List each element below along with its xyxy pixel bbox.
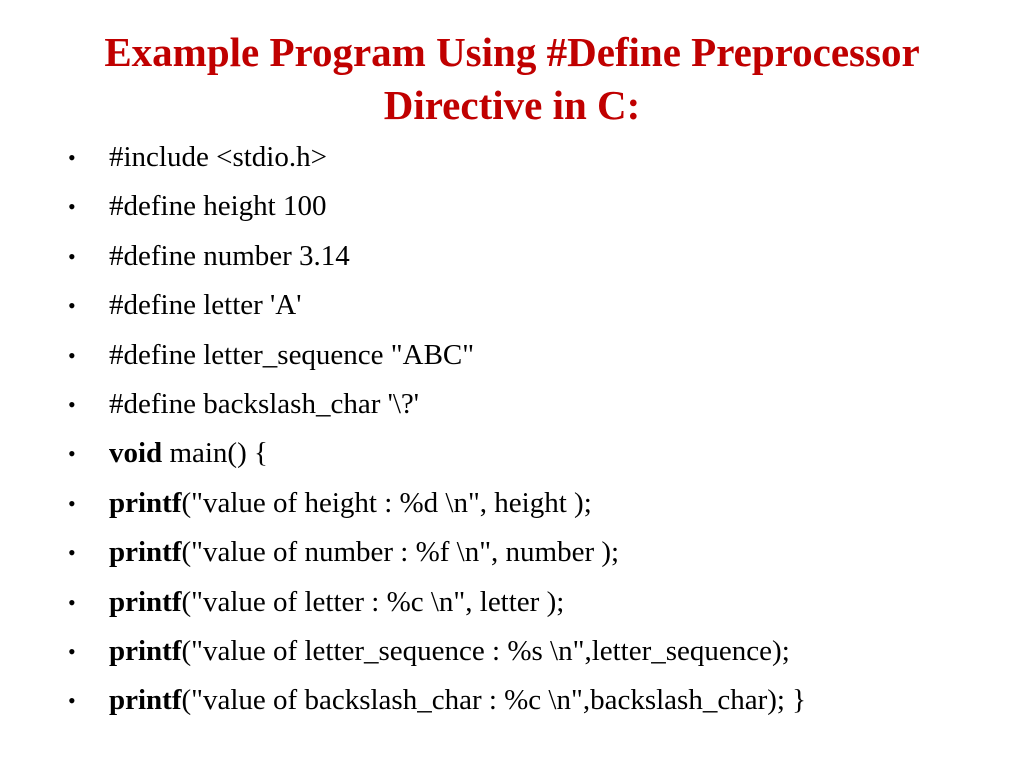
code-keyword: printf	[109, 486, 182, 519]
code-line	[64, 676, 1004, 725]
bullet-dot-icon: •	[68, 243, 76, 269]
code-text: #define height 100	[109, 190, 327, 223]
code-keyword: void	[109, 437, 163, 470]
code-text: ("value of letter_sequence : %s \n",letter_sequence);	[181, 634, 790, 667]
bullet-dot-icon: •	[68, 589, 76, 615]
code-keyword: printf	[109, 585, 182, 618]
code-line	[64, 429, 1004, 478]
code-text: #define number 3.14	[109, 239, 350, 272]
code-line	[64, 232, 1004, 281]
bullet-dot-icon: •	[68, 145, 76, 170]
code-line	[64, 528, 1004, 577]
bullet-dot-icon: •	[68, 540, 76, 566]
slide-title-line-1: Example Program Using #Define Preprocessor	[104, 29, 920, 75]
code-text: #define backslash_char '\?'	[109, 387, 419, 420]
code-text: ("value of height : %d \n", height );	[181, 486, 592, 519]
bullet-dot-icon: •	[68, 293, 76, 319]
code-text: #define letter 'A'	[109, 289, 302, 322]
code-line	[64, 627, 1004, 676]
bullet-dot-icon: •	[68, 342, 76, 368]
code-text: ("value of backslash_char : %c \n",backslash_char); }	[181, 684, 807, 717]
code-text: ("value of letter : %c \n", letter );	[181, 585, 565, 618]
slide-title-line-2: Directive in C:	[383, 82, 641, 128]
code-line	[64, 331, 1004, 380]
bullet-dot-icon: •	[68, 688, 76, 714]
bullet-dot-icon: •	[68, 638, 76, 664]
code-keyword: printf	[109, 634, 182, 667]
bullet-dot-icon: •	[68, 391, 76, 417]
code-line	[64, 133, 1004, 182]
bullet-dot-icon: •	[68, 441, 76, 467]
code-keyword: printf	[109, 536, 182, 569]
bullet-dot-icon: •	[68, 490, 76, 516]
code-text: #define letter_sequence "ABC"	[109, 338, 475, 371]
code-text: #include <stdio.h>	[109, 141, 327, 173]
code-text: ("value of number : %f \n", number );	[181, 536, 620, 569]
bullet-dot-icon: •	[68, 194, 76, 220]
code-line	[64, 182, 1004, 231]
code-line	[64, 380, 1004, 429]
code-bullet-list	[64, 133, 1004, 726]
code-line	[64, 578, 1004, 627]
slide-title	[0, 26, 1024, 132]
code-line	[64, 479, 1004, 528]
code-line	[64, 281, 1004, 330]
code-text: main() {	[162, 437, 268, 470]
code-keyword: printf	[109, 684, 182, 717]
